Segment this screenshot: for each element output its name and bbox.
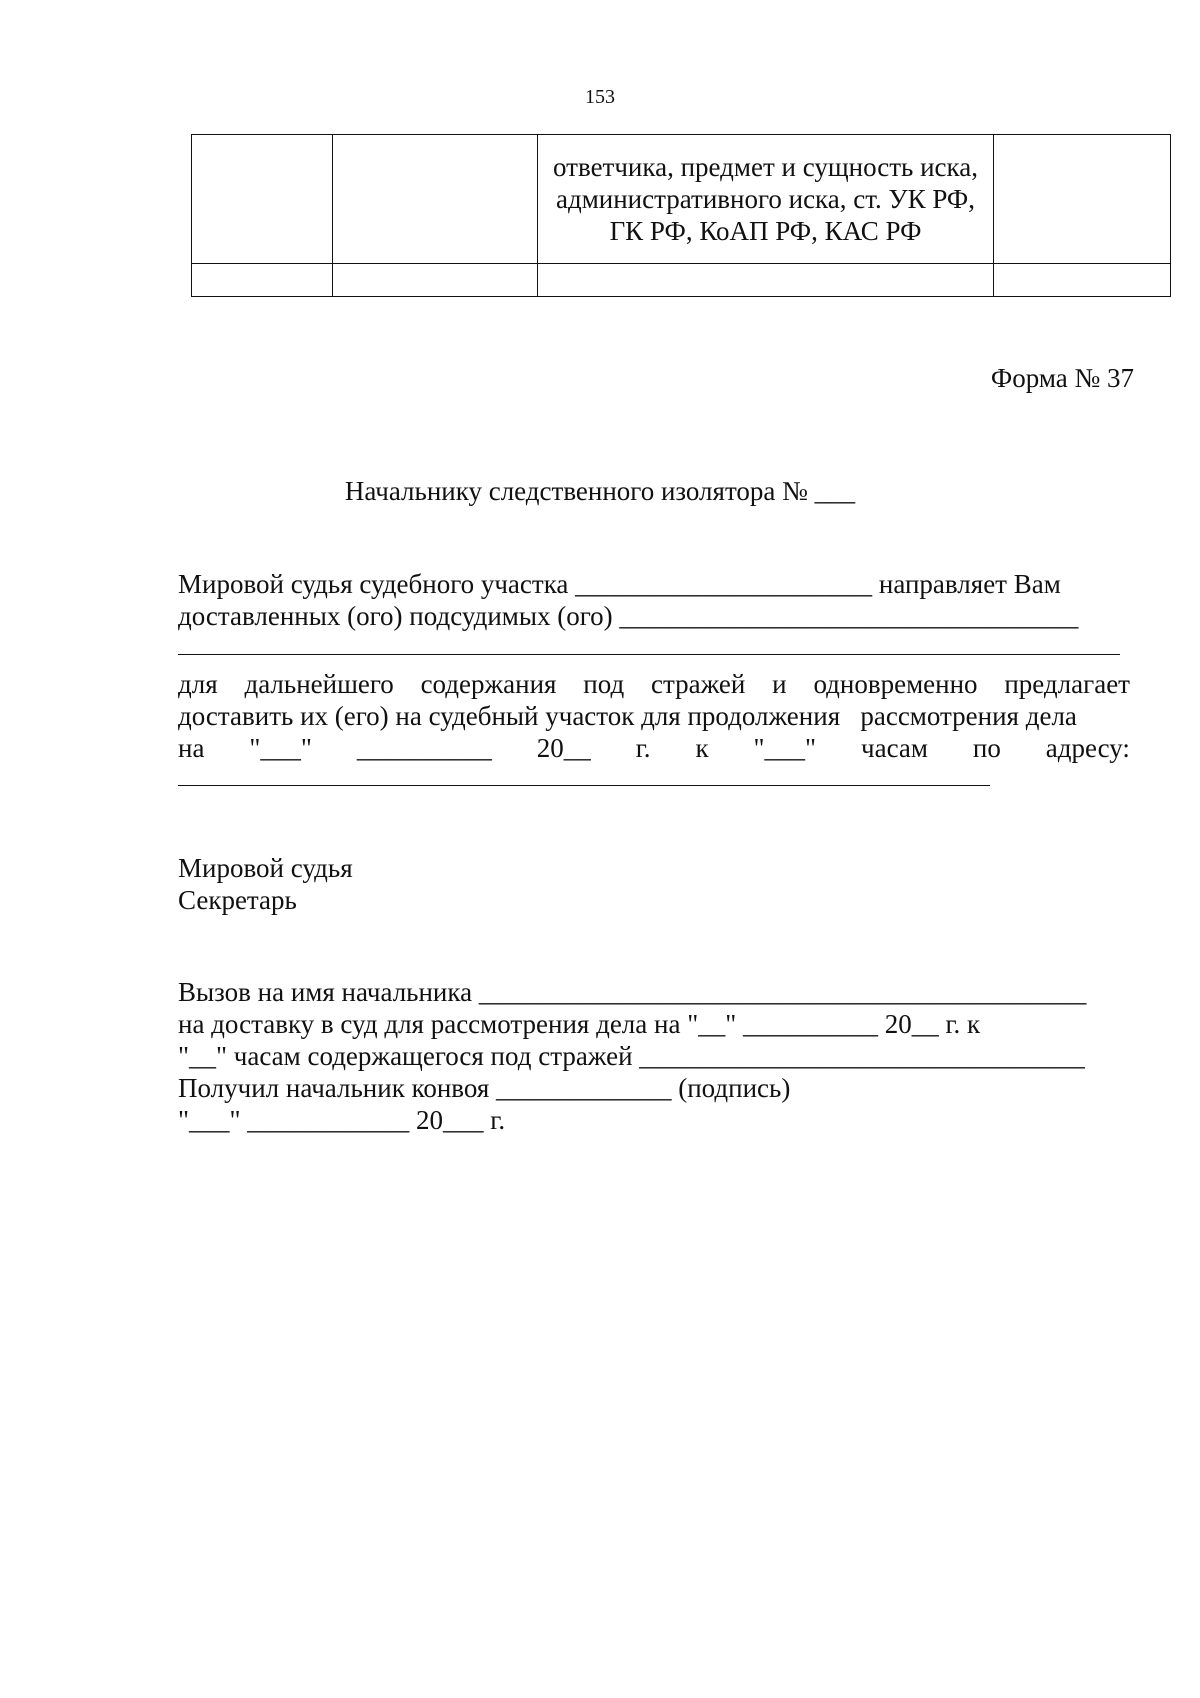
word: стражей	[651, 669, 746, 699]
table-row	[192, 135, 1171, 264]
chief-name-blank: _____________________________________________	[478, 977, 1087, 1007]
year-blank: 20__	[536, 733, 591, 763]
call-line5: "___" ____________ 20___ г.	[178, 1105, 506, 1135]
call-line2: на доставку в суд для рассмотрения дела на "__" __________ 20__ г. к	[178, 1009, 981, 1039]
para1-line1	[178, 568, 1061, 600]
word: содержания	[420, 669, 557, 699]
form-number: Форма № 37	[990, 363, 1134, 393]
table-cell	[333, 264, 538, 297]
word: для	[178, 669, 218, 699]
para2-line1	[178, 668, 1130, 700]
hour-blank: "___"	[753, 733, 817, 763]
day-blank: "___"	[249, 733, 312, 763]
defendant-blank: __________________________________	[619, 601, 1079, 631]
judge-label: Мировой судья	[178, 853, 353, 883]
addressee: Начальнику следственного изолятора № ___	[344, 476, 856, 506]
secretary-label: Секретарь	[178, 885, 297, 915]
detainee-blank: _________________________________	[639, 1041, 1085, 1071]
table-cell	[192, 135, 333, 264]
table-row	[192, 264, 1171, 297]
table-cell	[538, 264, 994, 297]
para1-line2	[178, 600, 1078, 632]
para1-line2-start: доставленных (ого) подсудимых (ого)	[178, 601, 620, 631]
word: и	[772, 669, 787, 699]
blank-line	[178, 654, 1120, 655]
para2-line3	[178, 732, 1130, 764]
table-cell-description: ответчика, предмет и сущность иска, административного иска, ст. УК РФ, ГК РФ, КоАП РФ, КАС РФ	[538, 135, 994, 264]
word: предлагает	[1004, 669, 1130, 699]
word: дальнейшего	[244, 669, 394, 699]
call-line3-start: "__" часам содержащегося под стражей	[178, 1041, 640, 1071]
table-cell	[333, 135, 538, 264]
word: по	[972, 733, 1001, 763]
para1-line1-start: Мировой судья судебного участка	[178, 569, 576, 599]
table-cell	[994, 135, 1171, 264]
call-line3	[178, 1040, 1085, 1072]
word: г.	[635, 733, 651, 763]
continuation-table	[191, 134, 1171, 297]
word: к	[695, 733, 709, 763]
table-cell	[994, 264, 1171, 297]
address-line	[178, 785, 990, 786]
para1-line1-end: направляет Вам	[872, 569, 1061, 599]
month-blank: __________	[356, 733, 492, 763]
word: одновременно	[813, 669, 978, 699]
call-line4: Получил начальник конвоя _____________ (подпись)	[178, 1073, 791, 1103]
para2-line2: доставить их (его) на судебный участок для продолжения рассмотрения дела	[178, 701, 1077, 731]
word: адресу:	[1045, 733, 1130, 763]
word: на	[178, 733, 205, 763]
district-blank: ______________________	[575, 569, 873, 599]
call-line1-start: Вызов на имя начальника	[178, 977, 479, 1007]
word: часам	[861, 733, 928, 763]
page-number: 153	[585, 86, 615, 108]
table-cell	[192, 264, 333, 297]
word: под	[583, 669, 625, 699]
call-line1	[178, 976, 1086, 1008]
